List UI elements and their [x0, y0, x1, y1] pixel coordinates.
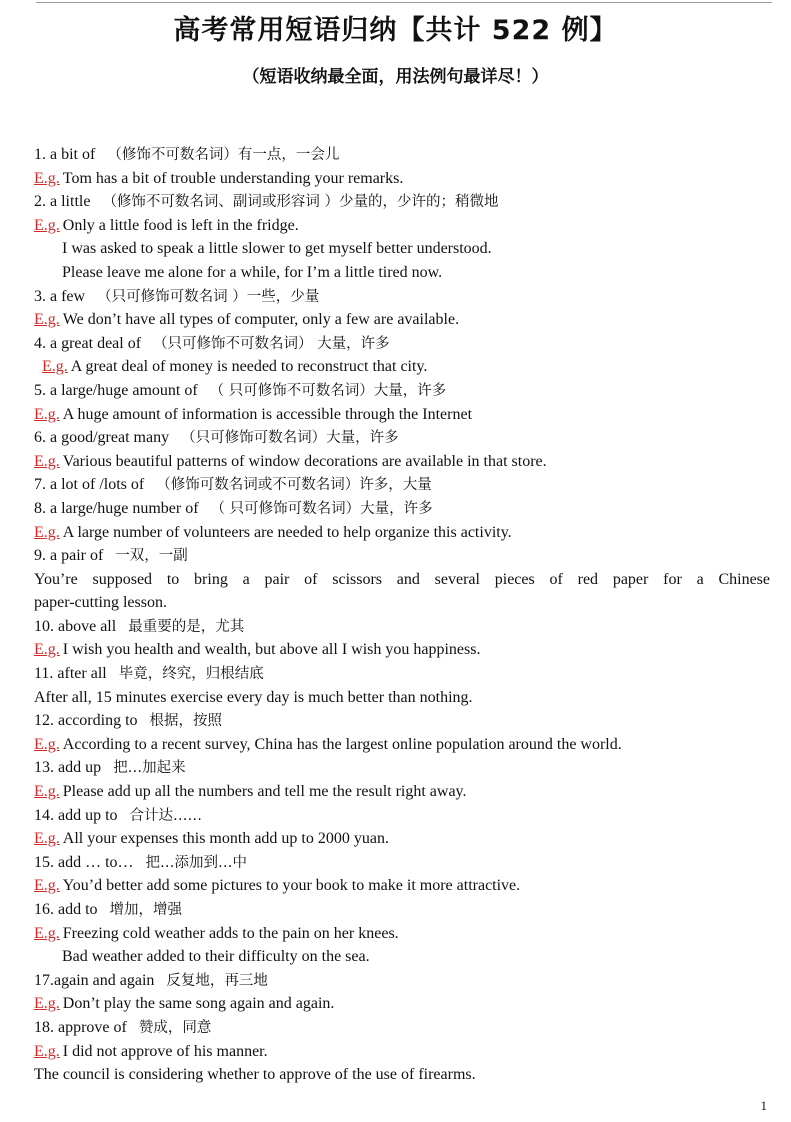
- phrase-meaning: 毕竟，终究，归根结底: [118, 666, 264, 683]
- eg-label: E.g.: [34, 523, 60, 541]
- phrase-heading: [34, 426, 770, 450]
- phrase-term: 8. a large/huge number of: [34, 499, 199, 517]
- phrase-heading: [34, 709, 770, 733]
- sentence-text: You’d better add some pictures to your book to make it more attractive.: [62, 877, 521, 895]
- phrase-term: 3. a few: [34, 287, 86, 305]
- top-rule: [36, 2, 772, 3]
- eg-label: E.g.: [34, 311, 60, 329]
- phrase-meaning: （只可修饰可数名词 ）一些，少量: [97, 288, 320, 305]
- phrase-heading: [34, 1016, 770, 1040]
- example-sentence: [34, 780, 770, 804]
- example-sentence: [34, 214, 770, 238]
- sentence-text: I was asked to speak a little slower to get myself better understood.: [62, 240, 492, 258]
- phrase-meaning: 最重要的是，尤其: [128, 618, 245, 635]
- eg-label: E.g.: [34, 830, 60, 848]
- phrase-heading: [34, 497, 770, 521]
- example-sentence: [34, 922, 770, 946]
- phrase-term: 6. a good/great many: [34, 429, 170, 447]
- sentence-text: After all, 15 minutes exercise every day is much better than nothing.: [34, 688, 473, 706]
- phrase-heading: [34, 615, 770, 639]
- sentence-text: Please leave me alone for a while, for I’m a little tired now.: [62, 263, 443, 281]
- sentence-text: Only a little food is left in the fridge.: [62, 216, 299, 234]
- page-title: 高考常用短语归纳【共计 522 例】: [173, 15, 618, 46]
- phrase-meaning: 赞成，同意: [138, 1019, 212, 1036]
- phrase-meaning: （只可修饰不可数名词） 大量，许多: [153, 335, 390, 352]
- eg-label: E.g.: [34, 924, 60, 942]
- sentence-text: A large number of volunteers are needed to help organize this activity.: [62, 523, 512, 541]
- sentence-text: All your expenses this month add up to 2000 yuan.: [62, 830, 389, 848]
- phrase-term: 9. a pair of: [34, 547, 104, 565]
- phrase-term: 13. add up: [34, 759, 102, 777]
- sentence-text: Please add up all the numbers and tell me the result right away.: [62, 783, 467, 801]
- phrase-heading: [34, 285, 770, 309]
- sentence-line: [34, 945, 770, 969]
- sentence-text: A great deal of money is needed to reconstruct that city.: [70, 358, 428, 376]
- phrase-term: 11. after all: [34, 665, 107, 683]
- phrase-heading: [34, 379, 770, 403]
- phrase-meaning: （只可修饰可数名词）大量，许多: [181, 430, 399, 447]
- sentence-text: The council is considering whether to approve of the use of firearms.: [34, 1066, 476, 1084]
- sentence-text: Don’t play the same song again and again.: [62, 995, 335, 1013]
- phrase-heading: [34, 756, 770, 780]
- eg-label: E.g.: [34, 877, 60, 895]
- phrase-heading: [34, 898, 770, 922]
- sentence-text: I wish you health and wealth, but above all I wish you happiness.: [62, 641, 481, 659]
- sentence-text: A huge amount of information is accessible through the Internet: [62, 405, 473, 423]
- phrase-heading: [34, 190, 770, 214]
- example-sentence: [34, 733, 770, 757]
- phrase-heading: [34, 969, 770, 993]
- eg-label: E.g.: [34, 735, 60, 753]
- phrase-meaning: 反复地，再三地: [166, 972, 268, 989]
- page-subtitle: （短语收纳最全面，用法例句最详尽！）: [242, 67, 549, 87]
- sentence-text: paper-cutting lesson.: [34, 594, 167, 612]
- phrase-term: 15. add … to…: [34, 853, 134, 871]
- phrase-meaning: （修饰不可数名词）有一点，一会儿: [107, 147, 340, 163]
- phrase-heading: [34, 544, 770, 568]
- eg-label: E.g.: [34, 216, 60, 234]
- phrase-meaning: （修饰不可数名词、副词或形容词 ）少量的，少许的；稍微地: [102, 194, 499, 211]
- sentence-line: [34, 591, 770, 615]
- phrase-meaning: （ 只可修饰不可数名词）大量，许多: [209, 382, 447, 399]
- example-sentence: [34, 308, 770, 332]
- sentence-text: We don’t have all types of computer, only a few are available.: [62, 311, 460, 329]
- sentence-line: [34, 568, 770, 592]
- sentence-text: Tom has a bit of trouble understanding your remarks.: [62, 169, 404, 187]
- phrase-meaning: 把…添加到…中: [145, 854, 248, 871]
- example-sentence: [34, 638, 770, 662]
- phrase-list: [34, 143, 770, 1087]
- eg-label: E.g.: [34, 783, 60, 801]
- sentence-line: [34, 1063, 770, 1087]
- phrase-term: 5. a large/huge amount of: [34, 381, 198, 399]
- phrase-term: 7. a lot of /lots of: [34, 476, 145, 494]
- phrase-term: 14. add up to: [34, 806, 118, 824]
- phrase-meaning: 合计达……: [129, 807, 203, 824]
- eg-label: E.g.: [34, 452, 60, 470]
- phrase-heading: [34, 332, 770, 356]
- sentence-line: [34, 686, 770, 710]
- phrase-term: 1. a bit of: [34, 146, 96, 163]
- phrase-term: 17.again and again: [34, 971, 155, 989]
- phrase-term: 18. approve of: [34, 1018, 127, 1036]
- phrase-term: 4. a great deal of: [34, 334, 142, 352]
- eg-label: E.g.: [34, 405, 60, 423]
- example-sentence: [34, 167, 770, 191]
- phrase-term: 10. above all: [34, 617, 117, 635]
- phrase-meaning: 把…加起来: [113, 760, 186, 777]
- eg-label: E.g.: [34, 169, 60, 187]
- phrase-heading: [34, 851, 770, 875]
- sentence-text: Bad weather added to their difficulty on the sea.: [62, 948, 370, 966]
- sentence-text: I did not approve of his manner.: [62, 1042, 268, 1060]
- example-sentence: [34, 450, 770, 474]
- example-sentence: [34, 521, 770, 545]
- sentence-text: Freezing cold weather adds to the pain on her knees.: [62, 924, 399, 942]
- phrase-meaning: （ 只可修饰可数名词）大量，许多: [210, 500, 433, 517]
- phrase-heading: [34, 143, 770, 167]
- sentence-text: According to a recent survey, China has the largest online population around the world.: [62, 735, 622, 753]
- eg-label: E.g.: [42, 358, 68, 376]
- sentence-line: [34, 261, 770, 285]
- eg-label: E.g.: [34, 1042, 60, 1060]
- phrase-meaning: 一双，一副: [115, 548, 188, 565]
- phrase-term: 12. according to: [34, 712, 138, 730]
- example-sentence: [34, 355, 770, 379]
- example-sentence: [34, 403, 770, 427]
- example-sentence: [34, 827, 770, 851]
- example-sentence: [34, 874, 770, 898]
- phrase-heading: [34, 473, 770, 497]
- example-sentence: [34, 1040, 770, 1064]
- example-sentence: [34, 992, 770, 1016]
- phrase-heading: [34, 662, 770, 686]
- phrase-term: 16. add to: [34, 901, 98, 918]
- phrase-meaning: （修饰可数名词或不可数名词）许多，大量: [156, 477, 432, 494]
- sentence-line: [34, 237, 770, 261]
- phrase-term: 2. a little: [34, 193, 91, 211]
- eg-label: E.g.: [34, 995, 60, 1013]
- sentence-text: You’re supposed to bring a pair of scissors and several pieces of red paper for a Chinese: [34, 570, 770, 588]
- eg-label: E.g.: [34, 641, 60, 659]
- phrase-meaning: 根据，按照: [149, 713, 223, 730]
- phrase-meaning: 增加，增强: [109, 902, 183, 918]
- phrase-heading: [34, 804, 770, 828]
- page-number: 1: [760, 1098, 767, 1113]
- sentence-text: Various beautiful patterns of window decorations are available in that store.: [62, 452, 547, 470]
